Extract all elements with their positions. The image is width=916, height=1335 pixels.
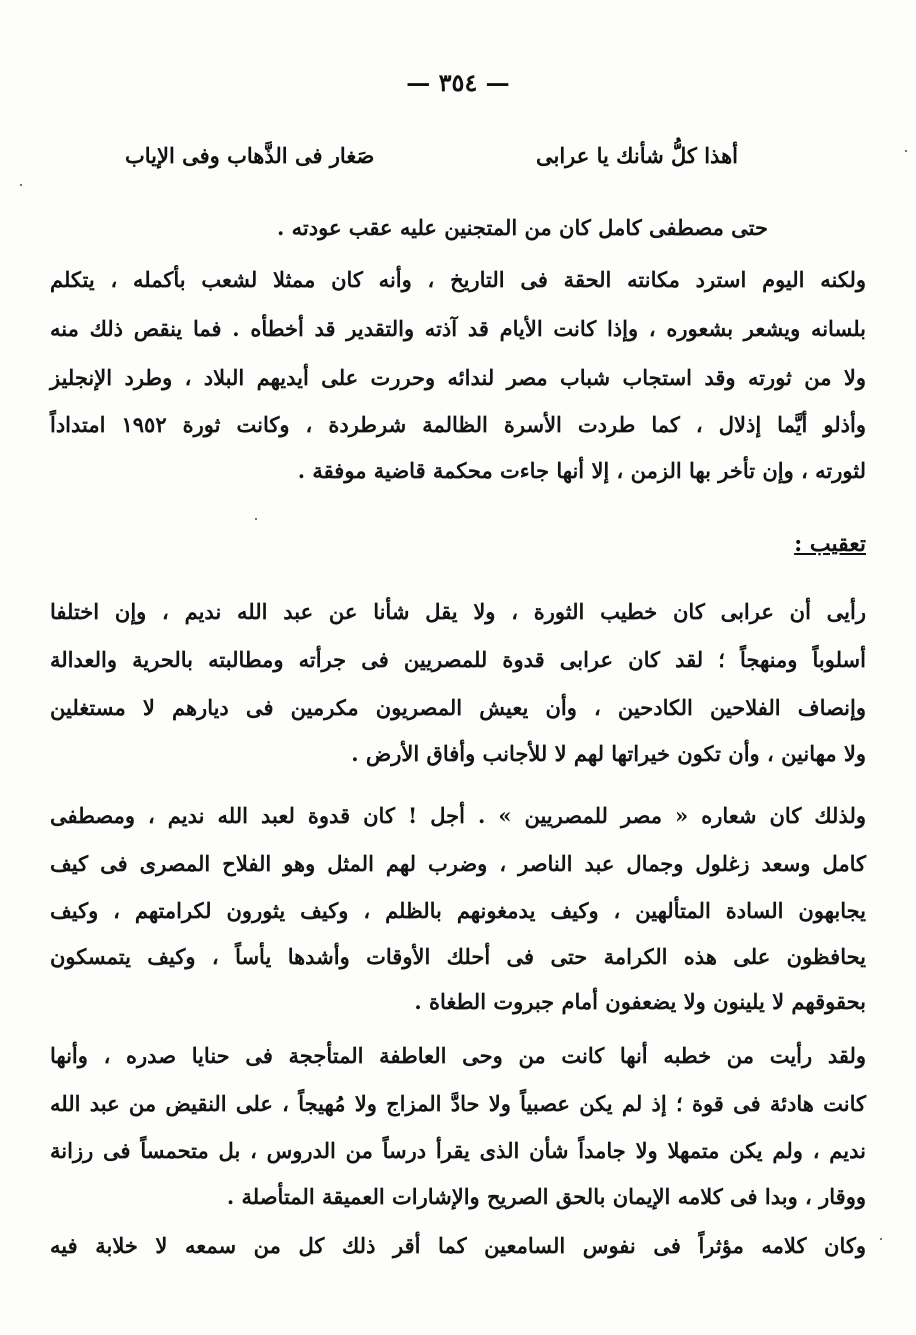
paragraph-line: كامل وسعد زغلول وجمال عبد الناصر ، وضرب لهم المثل وهو الفلاح المصرى فى كيف bbox=[50, 851, 866, 876]
paragraph-line: بحقوقهم لا يلينون ولا يضعفون أمام جبروت الطغاة . bbox=[414, 989, 866, 1014]
paragraph-line: ولقد رأيت من خطبه أنها كانت من وحى العاطفة المتأججة فى حنايا صدره ، وأنها bbox=[50, 1043, 866, 1068]
scan-speck bbox=[880, 1238, 882, 1240]
verse-hemistich-first: أهذا كلُّ شأنك يا عرابى bbox=[536, 143, 738, 168]
paragraph-line: ولا مهانين ، وأن تكون خيراتها لهم لا للأجانب وأفاق الأرض . bbox=[351, 741, 866, 766]
paragraph-line: رأيى أن عرابى كان خطيب الثورة ، ولا يقل شأنا عن عبد الله نديم ، وإن اختلفا bbox=[50, 599, 866, 624]
paragraph-line: بلسانه ويشعر بشعوره ، وإذا كانت الأيام قد آذته والتقدير قد أخطأه . فما ينقص ذلك منه bbox=[50, 316, 866, 341]
scan-speck bbox=[905, 150, 907, 152]
scan-speck bbox=[20, 184, 22, 186]
section-heading: تعقيب : bbox=[794, 531, 866, 557]
paragraph-line: حتى مصطفى كامل كان من المتجنين عليه عقب عودته . bbox=[277, 215, 768, 240]
paragraph-line: لثورته ، وإن تأخر بها الزمن ، إلا أنها جاءت محكمة قاضية موفقة . bbox=[297, 458, 866, 483]
paragraph-line: ولكنه اليوم استرد مكانته الحقة فى التاريخ ، وأنه كان ممثلا لشعب بأكمله ، يتكلم bbox=[50, 267, 866, 292]
verse-hemistich-second: صَغار فى الذَّهاب وفى الإياب bbox=[125, 143, 375, 168]
paragraph-line: يحافظون على هذه الكرامة حتى فى أحلك الأوقات وأشدها يأساً ، وكيف يتمسكون bbox=[50, 944, 866, 969]
scan-speck bbox=[255, 518, 257, 520]
paragraph-line: نديم ، ولم يكن متمهلا ولا جامداً شأن الذى يقرأ درساً من الدروس ، بل متحمساً فى رزانة bbox=[50, 1138, 866, 1163]
paragraph-line: كانت هادئة فى قوة ؛ إذ لم يكن عصبياً ولا حادَّ المزاج ولا مُهيجاً ، على النقيض من عبد الله bbox=[50, 1091, 866, 1116]
paragraph-line: وأذلو أيَّما إذلال ، كما طردت الأسرة الظالمة شرطردة ، وكانت ثورة ١٩٥٢ امتداداً bbox=[50, 412, 866, 437]
paragraph-line: ولذلك كان شعاره « مصر للمصريين » . أجل ! كان قدوة لعبد الله نديم ، ومصطفى bbox=[50, 803, 866, 828]
paragraph-line: ولا من ثورته وقد استجاب شباب مصر لندائه وحررت على أيديهم البلاد ، وطرد الإنجليز bbox=[50, 365, 866, 390]
paragraph-line: وإنصاف الفلاحين الكادحين ، وأن يعيش المصريون مكرمين فى ديارهم لا مستغلين bbox=[50, 695, 866, 720]
paragraph-line: ووقار ، وبدا فى كلامه الإيمان بالحق الصريح والإشارات العميقة المتأصلة . bbox=[226, 1184, 866, 1209]
paragraph-line: أسلوباً ومنهجاً ؛ لقد كان عرابى قدوة للمصريين فى جرأته ومطالبته بالحرية والعدالة bbox=[50, 647, 866, 672]
paragraph-line: وكان كلامه مؤثراً فى نفوس السامعين كما أقر ذلك كل من سمعه لا خلابة فيه bbox=[50, 1233, 866, 1258]
page-number: — ٣٥٤ — bbox=[406, 68, 510, 97]
paragraph-line: يجابهون السادة المتألهين ، وكيف يدمغونهم بالظلم ، وكيف يثورون لكرامتهم ، وكيف bbox=[50, 898, 866, 923]
